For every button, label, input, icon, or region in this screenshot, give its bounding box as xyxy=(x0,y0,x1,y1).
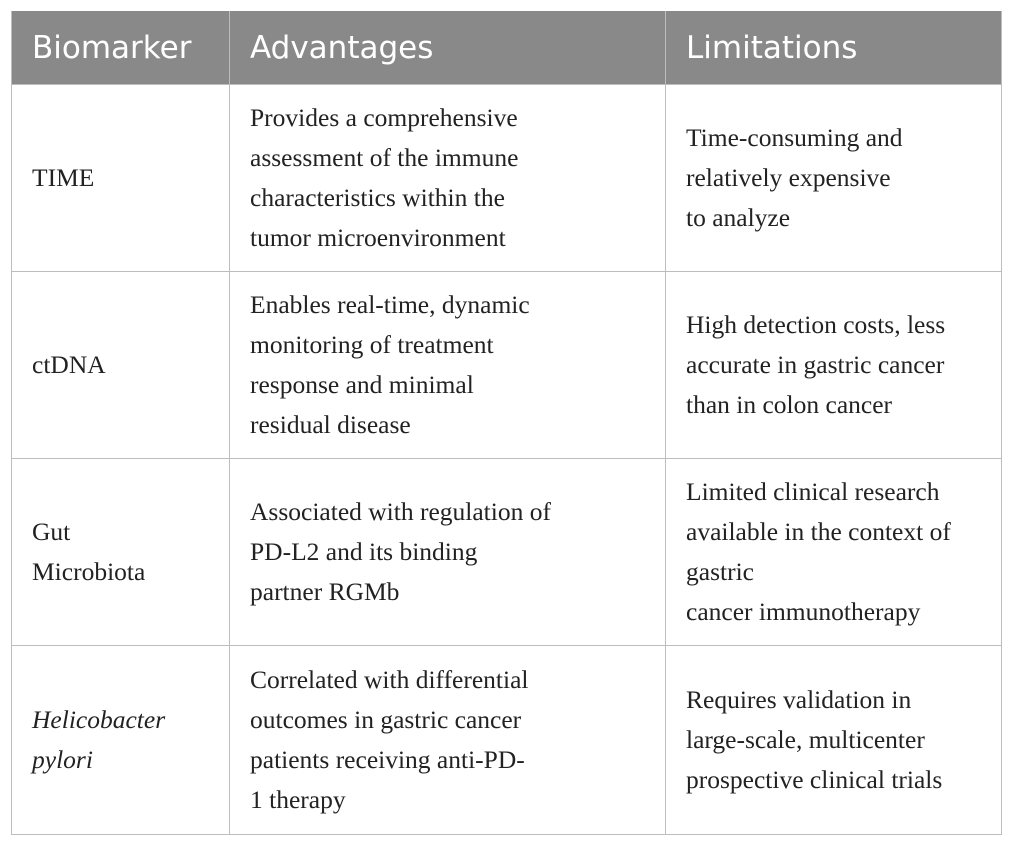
table-header xyxy=(12,11,1002,85)
limitations-text: Time-consuming and relatively expensive to analyze xyxy=(686,123,903,232)
limitations-text: High detection costs, less accurate in gastric cancer than in colon cancer xyxy=(686,310,946,419)
limitations-text: Limited clinical research available in the context of gastric cancer immunotherapy xyxy=(686,477,951,626)
advantages-text: Enables real-time, dynamic monitoring of treatment response and minimal residual disease xyxy=(250,290,530,439)
table-row xyxy=(12,272,1002,459)
advantages-cell xyxy=(230,272,666,459)
table-row xyxy=(12,85,1002,272)
biomarker-name: TIME xyxy=(32,163,95,192)
biomarker-name: Helicobacter pylori xyxy=(32,705,166,774)
limitations-cell xyxy=(666,272,1002,459)
limitations-text: Requires validation in large-scale, multicenter prospective clinical trials xyxy=(686,685,943,794)
advantages-cell xyxy=(230,85,666,272)
header-advantages: Advantages xyxy=(230,11,666,85)
advantages-text: Provides a comprehensive assessment of the immune characteristics within the tumor microenvironment xyxy=(250,103,519,252)
header-biomarker: Biomarker xyxy=(12,11,230,85)
biomarker-name: ctDNA xyxy=(32,350,106,379)
advantages-cell xyxy=(230,459,666,646)
table-body xyxy=(12,85,1002,835)
limitations-cell xyxy=(666,85,1002,272)
header-row xyxy=(12,11,1002,85)
limitations-cell xyxy=(666,646,1002,835)
limitations-cell xyxy=(666,459,1002,646)
advantages-cell xyxy=(230,646,666,835)
biomarker-cell xyxy=(12,85,230,272)
table-row xyxy=(12,646,1002,835)
advantages-text: Associated with regulation of PD-L2 and its binding partner RGMb xyxy=(250,497,551,606)
table-row xyxy=(12,459,1002,646)
biomarker-cell xyxy=(12,272,230,459)
biomarker-cell xyxy=(12,459,230,646)
header-limitations: Limitations xyxy=(666,11,1002,85)
biomarker-cell xyxy=(12,646,230,835)
biomarker-name: Gut Microbiota xyxy=(32,517,146,586)
biomarker-table xyxy=(11,11,1002,835)
advantages-text: Correlated with differential outcomes in gastric cancer patients receiving anti-PD- 1 therapy xyxy=(250,665,529,814)
